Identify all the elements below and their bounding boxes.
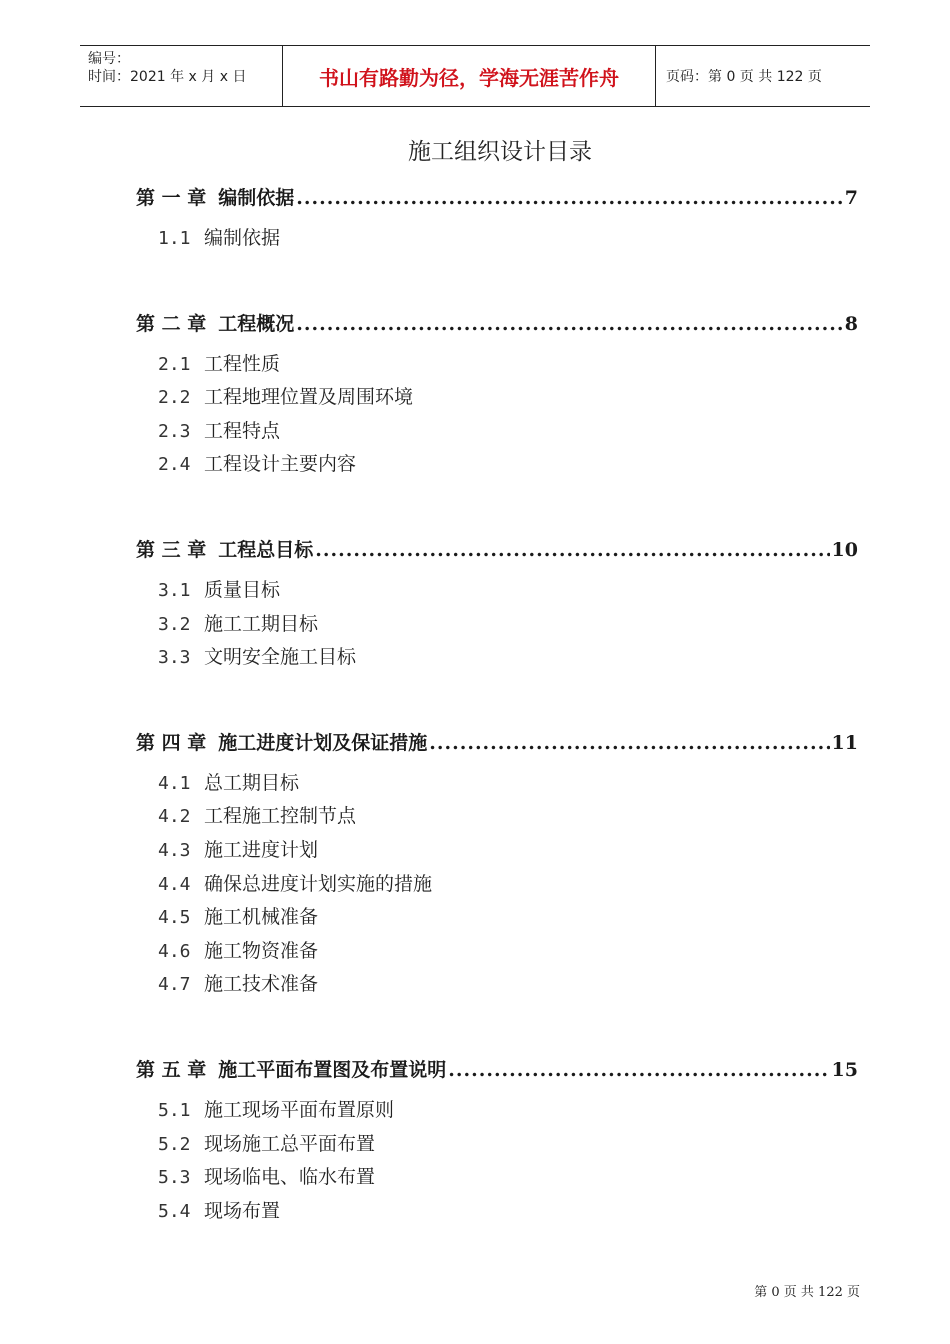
dot-leader [296,306,843,342]
section-number: 2.4 [158,454,191,476]
toc-section-item[interactable] [136,834,858,868]
chapter-number: 第 五 章 [136,1058,207,1081]
toc-chapter [136,306,858,482]
section-number: 4.1 [158,772,191,794]
toc-chapter-line[interactable] [136,180,858,216]
toc-section-item[interactable] [136,415,858,449]
toc-section-list [136,767,858,1002]
section-number: 4.3 [158,839,191,861]
section-number: 2.2 [158,387,191,409]
section-title: 确保总进度计划实施的措施 [204,872,433,895]
toc-section-item[interactable] [136,448,858,482]
section-number: 4.4 [158,873,191,895]
section-title: 编制依据 [204,227,281,249]
section-title: 工程施工控制节点 [204,805,357,828]
section-title: 施工工期目标 [204,612,319,635]
chapter-page-number: 8 [844,312,858,335]
section-title: 施工进度计划 [204,838,319,861]
section-title: 工程设计主要内容 [204,453,357,476]
toc-chapter [136,532,858,675]
dot-leader [448,1052,829,1088]
chapter-number: 第 四 章 [136,731,207,754]
section-number: 3.1 [158,579,191,601]
section-title: 总工期目标 [204,771,300,794]
toc-section-item[interactable] [136,1128,858,1162]
toc-section-list [136,574,858,675]
section-number: 2.1 [158,353,191,375]
dot-leader [315,532,829,568]
toc-chapter [136,180,858,256]
section-number: 4.6 [158,940,191,962]
table-of-contents [136,180,858,1228]
page-footer: 第 0 页 共 122 页 [754,1285,860,1300]
section-title: 施工机械准备 [204,906,319,929]
chapter-number: 第 二 章 [136,312,207,335]
toc-section-item[interactable] [136,1195,858,1229]
toc-section-item[interactable] [136,901,858,935]
toc-section-item[interactable] [136,767,858,801]
section-title: 现场施工总平面布置 [204,1132,376,1155]
section-number: 2.3 [158,420,191,442]
chapter-number: 第 一 章 [136,187,207,209]
section-number: 5.1 [158,1099,191,1121]
chapter-page-number: 15 [831,1058,858,1081]
document-title: 施工组织设计目录 [408,139,592,165]
toc-chapter [136,1052,858,1228]
section-title: 文明安全施工目标 [204,646,357,669]
section-title: 现场布置 [204,1199,281,1222]
header-date-label: 时间：2021 年 x 月 x 日 [88,69,247,85]
header-page-info: 页码：第 0 页 共 122 页 [666,69,822,85]
toc-section-item[interactable] [136,935,858,969]
toc-chapter-line[interactable] [136,306,858,342]
section-title: 施工技术准备 [204,973,319,996]
toc-section-item[interactable] [136,1161,858,1195]
section-title: 现场临电、临水布置 [204,1166,376,1189]
header-motto: 书山有路勤为径，学海无涯苦作舟 [282,46,656,106]
toc-section-list [136,1094,858,1228]
section-title: 工程特点 [204,419,281,442]
section-title: 工程地理位置及周围环境 [204,386,414,409]
section-number: 1.1 [158,228,191,249]
section-title: 工程性质 [204,352,281,375]
header-meta [80,46,282,106]
section-number: 3.2 [158,613,191,635]
section-title: 质量目标 [204,578,281,601]
section-number: 4.7 [158,974,191,996]
section-number: 5.2 [158,1133,191,1155]
dot-leader [296,180,843,216]
chapter-title: 工程概况 [218,312,295,335]
toc-section-item[interactable] [136,222,858,256]
toc-section-list [136,222,858,256]
section-number: 4.2 [158,806,191,828]
toc-section-item[interactable] [136,800,858,834]
section-number: 3.3 [158,647,191,669]
toc-section-list [136,348,858,482]
dot-leader [429,725,829,761]
chapter-title: 工程总目标 [218,538,314,561]
toc-section-item[interactable] [136,868,858,902]
page-header [80,45,870,107]
chapter-title: 编制依据 [218,187,295,209]
toc-section-item[interactable] [136,381,858,415]
chapter-title: 施工平面布置图及布置说明 [218,1058,447,1081]
toc-section-item[interactable] [136,348,858,382]
toc-section-item[interactable] [136,1094,858,1128]
section-title: 施工物资准备 [204,939,319,962]
header-code-label: 编号： [88,51,130,67]
chapter-number: 第 三 章 [136,538,207,561]
toc-chapter-line[interactable] [136,532,858,568]
section-number: 4.5 [158,907,191,929]
section-number: 5.3 [158,1167,191,1189]
toc-chapter [136,725,858,1002]
chapter-page-number: 10 [831,538,858,561]
toc-section-item[interactable] [136,574,858,608]
chapter-page-number: 11 [831,731,858,754]
chapter-title: 施工进度计划及保证措施 [218,731,428,754]
toc-section-item[interactable] [136,608,858,642]
toc-chapter-line[interactable] [136,1052,858,1088]
chapter-page-number: 7 [844,187,858,209]
toc-section-item[interactable] [136,968,858,1002]
section-title: 施工现场平面布置原则 [204,1098,395,1121]
toc-section-item[interactable] [136,641,858,675]
toc-chapter-line[interactable] [136,725,858,761]
section-number: 5.4 [158,1200,191,1222]
